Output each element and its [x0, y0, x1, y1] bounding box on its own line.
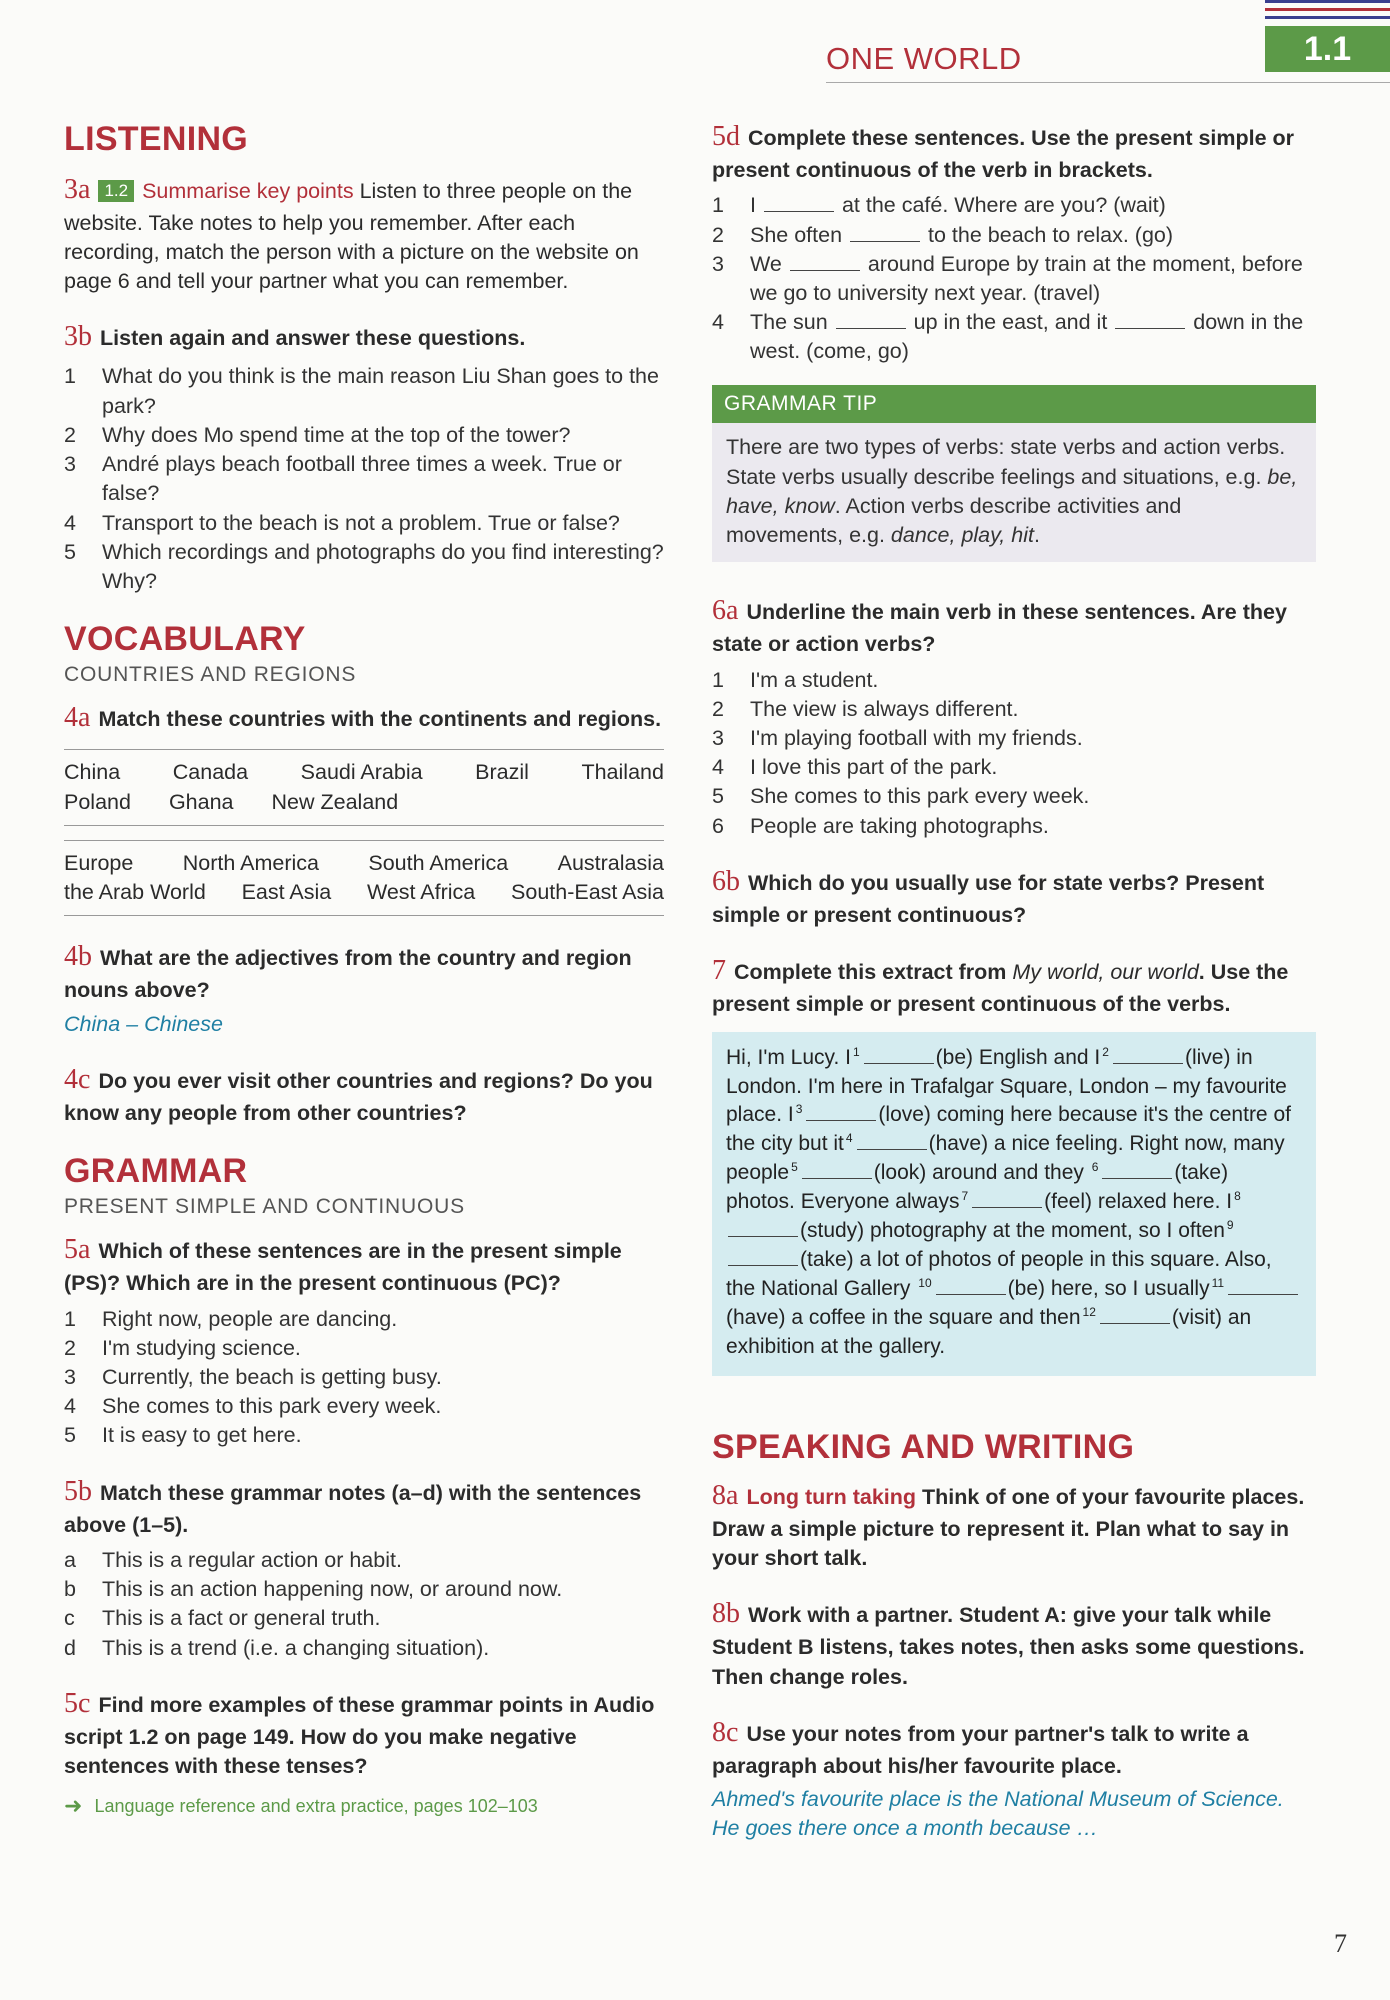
audio-track-badge: 1.2 — [98, 180, 134, 202]
exercise-3a — [64, 171, 664, 297]
blank — [806, 1120, 876, 1121]
grammar-title: GRAMMAR — [64, 1152, 248, 1191]
exercise-number: 4c — [64, 1063, 91, 1095]
reference-link[interactable] — [64, 1791, 664, 1821]
blank — [1113, 1063, 1183, 1064]
country: China — [64, 760, 121, 785]
list-item: 3 Currently, the beach is getting busy. — [64, 1364, 442, 1389]
blank — [790, 270, 860, 271]
region: the Arab World — [64, 880, 206, 905]
notes-list — [64, 1546, 664, 1663]
vocabulary-title: VOCABULARY — [64, 620, 306, 659]
list-item: 2 She often to the beach to relax. (go) — [712, 222, 1174, 247]
exercise-7-text: 7 Complete this extract from My world, our world. Use the present simple or present continuous of the verbs. — [712, 955, 1289, 1017]
instruction: Listen to three people on the website. Take notes to help you remember. After each recording, match the person with a picture on the website on page 6 and tell your partner what you can remember. — [64, 178, 639, 294]
exercise-4b-text — [64, 938, 664, 1005]
exercise-3b-text — [64, 318, 664, 356]
exercise-number: 6b — [712, 865, 740, 897]
exercise-5b — [64, 1473, 664, 1663]
exercise-number: 8a — [712, 1479, 739, 1511]
blank — [857, 1149, 927, 1150]
region: East Asia — [241, 880, 332, 905]
exercise-number: 7 — [712, 955, 726, 987]
instruction: Work with a partner. Student A: give your talk while Student B listens, takes notes, then asks some questions. Then change roles. — [712, 1603, 1305, 1689]
example-answer: China – Chinese — [64, 1011, 223, 1036]
list-item: 5 Which recordings and photographs do you find interesting? Why? — [64, 539, 664, 593]
region: South-East Asia — [511, 880, 664, 905]
exercise-5d-text — [712, 118, 1316, 185]
header-decoration — [1265, 0, 1390, 24]
country: Ghana — [168, 789, 234, 814]
list-item: 3 We around Europe by train at the moment, before we go to university next year. (travel) — [712, 251, 1303, 306]
left-column — [64, 118, 664, 1843]
list-item: c This is a fact or general truth. — [64, 1606, 381, 1631]
list-item: 5 It is easy to get here. — [64, 1423, 302, 1448]
exercise-3b — [64, 318, 664, 596]
arrow-right-icon: ➜ — [64, 1793, 83, 1819]
list-item: d This is a trend (i.e. a changing situation). — [64, 1635, 490, 1660]
exercise-number: 5d — [712, 121, 740, 152]
exercise-number: 3a — [64, 173, 91, 205]
instruction: Find more examples of these grammar points in Audio script 1.2 on page 149. How do you make negative sentences with these tenses? — [64, 1692, 655, 1779]
exercise-6a — [712, 592, 1316, 841]
list-item: 3 I'm playing football with my friends. — [712, 725, 1083, 750]
blank — [936, 1294, 1006, 1295]
list-item: 4 Transport to the beach is not a problem. True or false? — [64, 510, 620, 535]
instruction: Underline the main verb in these sentences. Are they state or action verbs? — [712, 600, 1287, 657]
instruction: Which do you usually use for state verbs? Present simple or present continuous? — [712, 870, 1265, 927]
header-rule — [826, 82, 1390, 83]
exercise-number: 5c — [64, 1687, 91, 1719]
question-list — [64, 362, 664, 596]
regions-row — [64, 849, 664, 878]
exercise-8c-text — [712, 1714, 1316, 1781]
exercise-8c — [712, 1714, 1316, 1844]
exercise-8b — [712, 1595, 1316, 1692]
listening-title: LISTENING — [64, 120, 249, 158]
exercise-4a — [64, 699, 664, 916]
reference-text: Language reference and extra practice, pages 102–103 — [94, 1796, 538, 1817]
list-item: 4 I love this part of the park. — [712, 755, 998, 780]
grammar-tip-body: There are two types of verbs: state verbs and action verbs. State verbs usually describe feelings and situations, e.g. be, have, know. Action verbs describe activities and movements, e.g. dance, play, hit. — [712, 423, 1316, 562]
country: Poland — [64, 789, 131, 814]
list-item: 2 I'm studying science. — [64, 1335, 301, 1360]
exercise-5c — [64, 1685, 664, 1821]
exercise-4c-text — [64, 1061, 664, 1128]
grammar-tip — [712, 385, 1316, 562]
exercise-number: 4a — [64, 702, 91, 734]
region: Europe — [64, 850, 134, 875]
exercise-5d — [712, 118, 1316, 367]
blank — [728, 1265, 798, 1266]
blank — [764, 211, 834, 212]
list-item: 1 I'm a student. — [712, 667, 879, 692]
instruction: What are the adjectives from the country and region nouns above? — [64, 946, 632, 1003]
list-item: 4 The sun up in the east, and it down in the west. (come, go) — [712, 310, 1304, 364]
blank — [1100, 1323, 1170, 1324]
instruction: Match these grammar notes (a–d) with the sentences above (1–5). — [64, 1480, 642, 1537]
exercise-6b — [712, 863, 1316, 930]
exercise-4c — [64, 1061, 664, 1128]
exercise-number: 8b — [712, 1598, 740, 1630]
exercise-8b-text — [712, 1595, 1316, 1692]
blank — [836, 328, 906, 329]
list-item: 1 Right now, people are dancing. — [64, 1306, 398, 1331]
country: New Zealand — [271, 789, 399, 814]
region: West Africa — [366, 880, 476, 905]
regions-row — [64, 878, 664, 907]
instruction: Which of these sentences are in the present simple (PS)? Which are in the present continuous (PC)? — [64, 1239, 622, 1296]
instruction: Complete these sentences. Use the present simple or present continuous of the verb in brackets. — [712, 126, 1295, 183]
regions-box — [64, 840, 664, 916]
running-head: ONE WORLD — [826, 41, 1022, 76]
list-item: 5 She comes to this park every week. — [712, 784, 1090, 809]
blank — [864, 1063, 934, 1064]
grammar-tip-title: GRAMMAR TIP — [712, 385, 1316, 424]
blank — [802, 1178, 872, 1179]
list-item: 1 What do you think is the main reason Liu Shan goes to the park? — [64, 364, 659, 418]
instruction: Use your notes from your partner's talk to write a paragraph about his/her favourite place. — [712, 1721, 1249, 1778]
exercise-number: 5a — [64, 1234, 91, 1266]
region: Australasia — [557, 850, 664, 875]
exercise-number: 6a — [712, 595, 739, 627]
blank — [850, 241, 920, 242]
exercise-4a-text — [64, 699, 664, 737]
instruction: Do you ever visit other countries and regions? Do you know any people from other countries? — [64, 1068, 653, 1125]
exercise-4b — [64, 938, 664, 1039]
list-item: 2 Why does Mo spend time at the top of the tower? — [64, 422, 571, 447]
exercise-7 — [712, 952, 1316, 1376]
blank — [728, 1236, 798, 1237]
example-answer: Ahmed's favourite place is the National Museum of Science. He goes there once a month because … — [712, 1787, 1284, 1841]
country: Brazil — [475, 760, 529, 785]
list-item: b This is an action happening now, or around now. — [64, 1577, 563, 1602]
country: Saudi Arabia — [300, 760, 423, 785]
list-item: 1 I at the café. Where are you? (wait) — [712, 193, 1166, 218]
page-number: 7 — [1334, 1929, 1347, 1958]
blank — [1228, 1294, 1298, 1295]
exercise-6a-text — [712, 592, 1316, 659]
extract-box: Hi, I'm Lucy. I $^1$ (be) English and I $^2$ (live) in London. I'm here in Trafalgar Square, London – my favourite place. I $^3$ (love) coming here because it's the centre of the city but it $^4$ (have) a nice feeling. Right now, many people $^5$ (look) around and they $^6$ (take) photos. Everyone always $^7$ (feel) relaxed here. I $^8$(study) photography at the moment, so I often $^9$(take) a lot of photos of people in this square. Also, the National Gallery $^{10}$ (be) here, so I usually $^{11}$(have) a coffee in the square and then $^{12}$ (visit) an exhibition at the gallery. — [712, 1032, 1316, 1377]
region: North America — [182, 850, 319, 875]
unit-badge: 1.1 — [1265, 26, 1390, 72]
exercise-5b-text — [64, 1473, 664, 1540]
sentence-list — [712, 191, 1316, 366]
speaking-title: SPEAKING AND WRITING — [712, 1428, 1135, 1467]
instruction: Match these countries with the continents and regions. — [98, 707, 662, 732]
exercise-5c-text — [64, 1685, 664, 1782]
exercise-8a-text — [712, 1477, 1316, 1574]
exercise-5a — [64, 1231, 664, 1450]
blank — [1102, 1178, 1172, 1179]
list-item: a This is a regular action or habit. — [64, 1548, 402, 1572]
blank — [1115, 328, 1185, 329]
region: South America — [368, 850, 509, 875]
skill-label: Summarise key points — [142, 178, 354, 203]
instruction: Think of one of your favourite places. Draw a simple picture to represent it. Plan what to say in your short talk. — [712, 1484, 1305, 1571]
list-item: 2 The view is always different. — [712, 696, 1019, 721]
blank — [972, 1207, 1042, 1208]
exercise-number: 8c — [712, 1716, 739, 1748]
list-item: 6 People are taking photographs. — [712, 813, 1049, 838]
sentence-list — [712, 666, 1316, 841]
right-column — [712, 118, 1316, 1866]
countries-box — [64, 749, 664, 825]
grammar-subtitle: PRESENT SIMPLE AND CONTINUOUS — [64, 1194, 465, 1218]
exercise-number: 3b — [64, 321, 92, 353]
vocabulary-subtitle: COUNTRIES AND REGIONS — [64, 662, 357, 686]
countries-row — [64, 788, 664, 817]
country: Canada — [172, 760, 249, 785]
instruction: Listen again and answer these questions. — [100, 326, 526, 351]
countries-row — [64, 758, 664, 787]
exercise-5a-text — [64, 1231, 664, 1298]
exercise-6b-text — [712, 863, 1316, 930]
exercise-3a-text — [64, 171, 664, 297]
list-item: 4 She comes to this park every week. — [64, 1394, 442, 1419]
list-item: 3 André plays beach football three times a week. True or false? — [64, 452, 622, 506]
exercise-number: 4b — [64, 941, 92, 973]
skill-label: Long turn taking — [746, 1484, 917, 1509]
exercise-number: 5b — [64, 1475, 92, 1507]
exercise-8a — [712, 1477, 1316, 1574]
sentence-list — [64, 1305, 664, 1451]
country: Thailand — [581, 760, 664, 785]
